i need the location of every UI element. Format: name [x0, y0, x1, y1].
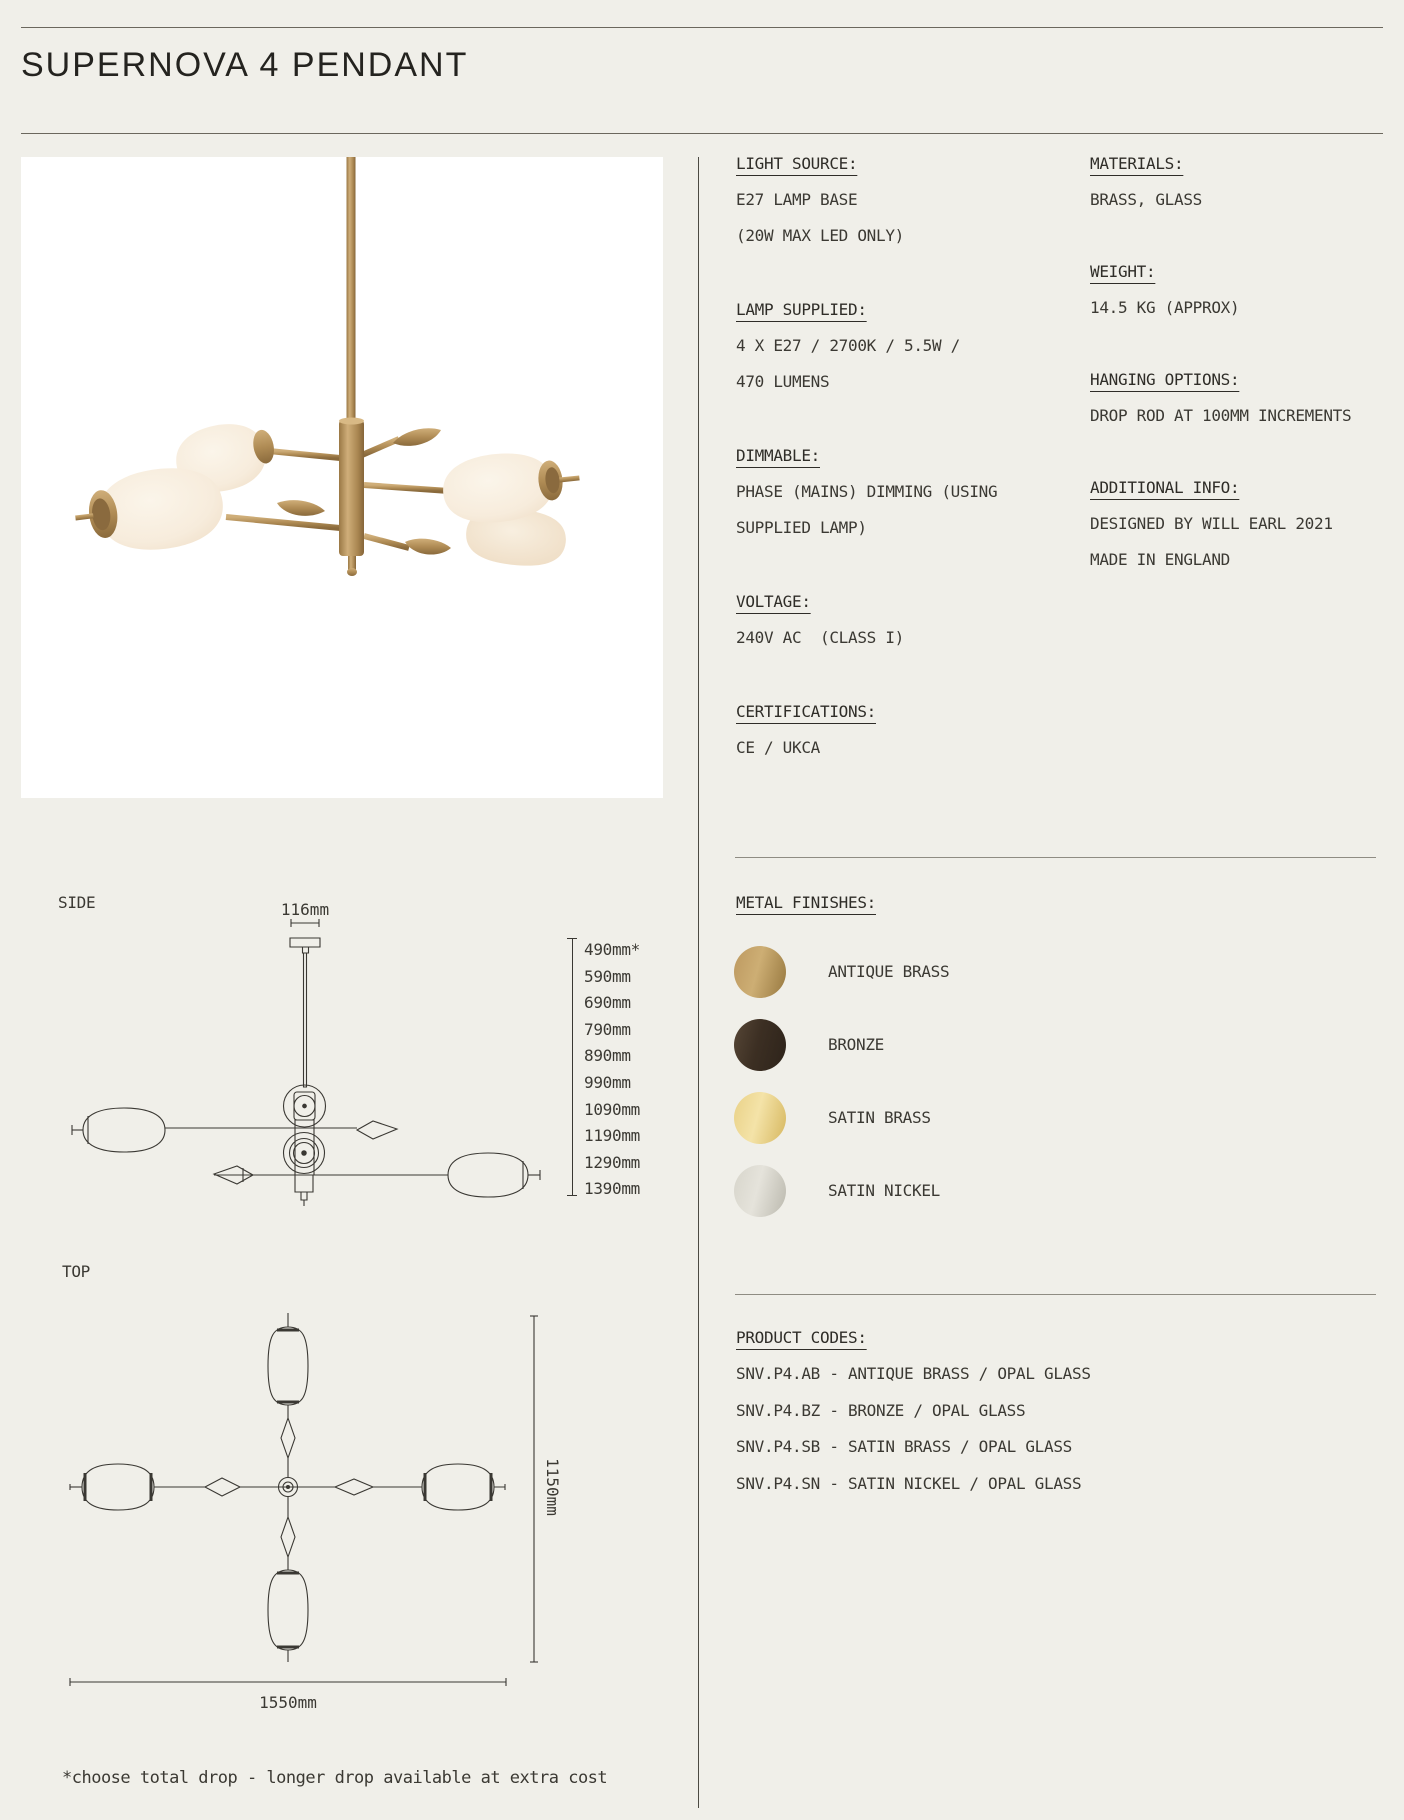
spec-value-line: 14.5 KG (APPROX)	[1090, 298, 1240, 317]
drop-option: 990mm	[584, 1072, 631, 1092]
drop-option: 690mm	[584, 993, 631, 1013]
spec-section	[736, 292, 1066, 400]
spec-heading: LIGHT SOURCE:	[736, 154, 858, 173]
spec-value-line: BRASS, GLASS	[1090, 190, 1202, 209]
product-code-line: SNV.P4.SB - SATIN BRASS / OPAL GLASS	[736, 1437, 1072, 1456]
spec-heading: ADDITIONAL INFO:	[1090, 478, 1240, 497]
product-code-line: SNV.P4.BZ - BRONZE / OPAL GLASS	[736, 1400, 1026, 1420]
drop-option: 790mm	[584, 1019, 631, 1039]
metal-finishes-heading: METAL FINISHES:	[736, 893, 876, 912]
section-divider-1	[735, 857, 1376, 858]
page-title: SUPERNOVA 4 PENDANT	[21, 46, 469, 84]
product-code-line: SNV.P4.AB - ANTIQUE BRASS / OPAL GLASS	[736, 1364, 1091, 1383]
spec-heading: HANGING OPTIONS:	[1090, 370, 1240, 389]
finish-row	[734, 1154, 949, 1227]
finish-label: ANTIQUE BRASS	[828, 962, 950, 981]
spec-heading: VOLTAGE:	[736, 592, 811, 611]
finish-swatch-satin-nickel	[734, 1165, 786, 1217]
spec-heading: DIMMABLE:	[736, 446, 820, 465]
spec-section	[1090, 470, 1390, 578]
finish-row	[734, 1081, 949, 1154]
section-divider-2	[735, 1294, 1376, 1295]
finish-swatch-bronze	[734, 1019, 786, 1071]
side-canopy-dimension: 116mm	[280, 900, 330, 919]
finish-label: SATIN BRASS	[828, 1108, 931, 1127]
finish-swatch-antique-brass	[734, 946, 786, 998]
spec-value-line: 240V AC (CLASS I)	[736, 628, 904, 647]
spec-heading: CERTIFICATIONS:	[736, 702, 876, 721]
spec-section	[736, 438, 1066, 546]
drop-option: 890mm	[584, 1046, 631, 1066]
drop-bracket-tick-bottom	[567, 1195, 577, 1196]
drop-option: 1290mm	[584, 1152, 640, 1172]
drop-bracket-tick-top	[567, 938, 577, 939]
spec-value-line: PHASE (MAINS) DIMMING (USING	[736, 482, 998, 501]
side-view-label: SIDE	[58, 893, 96, 912]
spec-section	[736, 694, 1066, 766]
title-top-rule	[21, 27, 1383, 28]
product-photo-illustration	[21, 157, 663, 798]
product-code-line: SNV.P4.SN - SATIN NICKEL / OPAL GLASS	[736, 1473, 1082, 1493]
finish-swatch-satin-brass	[734, 1092, 786, 1144]
column-divider	[698, 157, 699, 1808]
spec-section	[736, 584, 1066, 656]
spec-value-line: CE / UKCA	[736, 738, 820, 757]
finish-row	[734, 935, 949, 1008]
finish-label: BRONZE	[828, 1035, 884, 1054]
spec-value-line: 4 X E27 / 2700K / 5.5W /	[736, 336, 960, 355]
spec-heading: MATERIALS:	[1090, 154, 1184, 173]
spec-value-line: (20W MAX LED ONLY)	[736, 226, 904, 245]
drop-footnote: *choose total drop - longer drop available at extra cost	[62, 1768, 608, 1788]
spec-section	[1090, 254, 1390, 326]
drop-option: 1190mm	[584, 1126, 640, 1146]
spec-value-line: MADE IN ENGLAND	[1090, 550, 1230, 569]
spec-heading: WEIGHT:	[1090, 262, 1156, 281]
top-view-label: TOP	[62, 1262, 90, 1281]
spec-section	[736, 146, 1066, 254]
drop-option: 1390mm	[584, 1179, 640, 1199]
spec-value-line: E27 LAMP BASE	[736, 190, 858, 209]
top-width-dimension: 1550mm	[259, 1693, 317, 1712]
title-bottom-rule	[21, 133, 1383, 134]
spec-value-line: DESIGNED BY WILL EARL 2021	[1090, 514, 1333, 533]
spec-section	[1090, 362, 1390, 434]
top-view-diagram	[50, 1305, 570, 1720]
finish-row	[734, 1008, 949, 1081]
spec-column-left	[736, 146, 1066, 804]
drop-options-list	[584, 937, 640, 1203]
spec-column-right	[1090, 146, 1390, 614]
spec-heading: LAMP SUPPLIED:	[736, 300, 867, 319]
drop-option: 590mm	[584, 966, 631, 986]
product-photo	[21, 157, 663, 798]
drop-bracket-line	[572, 938, 573, 1196]
product-codes-list	[736, 1356, 1091, 1502]
finish-label: SATIN NICKEL	[828, 1181, 940, 1200]
spec-section	[1090, 146, 1390, 218]
spec-value-line: 470 LUMENS	[736, 372, 830, 391]
drop-option: 490mm*	[584, 940, 640, 959]
product-codes-heading: PRODUCT CODES:	[736, 1328, 867, 1347]
spec-value-line: SUPPLIED LAMP)	[736, 518, 867, 537]
side-view-diagram	[50, 895, 570, 1215]
drop-option: 1090mm	[584, 1099, 640, 1119]
top-height-dimension: 1150mm	[543, 1458, 562, 1516]
metal-finishes-list	[734, 935, 949, 1227]
spec-value-line: DROP ROD AT 100MM INCREMENTS	[1090, 406, 1352, 425]
